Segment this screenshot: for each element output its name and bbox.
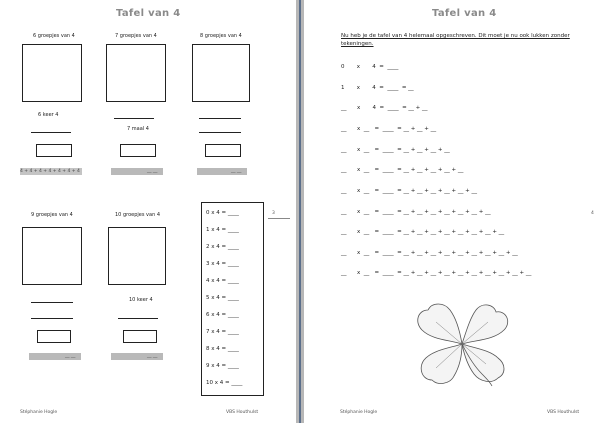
multiplication-table-box [201,202,264,396]
page-title: Tafel van 4 [432,8,497,19]
label-10-keer-4: 10 keer 4 [129,297,153,303]
exercise-row[interactable]: 0 x 4 = ____ [341,64,399,70]
drawing-box-10[interactable] [108,227,166,285]
exercise-row[interactable]: __ x __ = ____ = __ + __ + __ + __ + __ [341,167,464,173]
page-divider [296,0,304,423]
table-row[interactable]: 10 x 4 = ____ [206,380,243,386]
page-number: 3 [272,211,275,216]
answer-line[interactable] [31,132,71,133]
label-8-groepjes: 8 groepjes van 4 [200,33,242,39]
table-row[interactable]: 8 x 4 = ____ [206,346,239,352]
table-row[interactable]: 7 x 4 = ____ [206,329,239,335]
exercise-row[interactable]: __ x __ = ____ = __ + __ + __ + __ + __ + __ + __ + __ + __ [341,250,518,256]
answer-line[interactable] [199,132,241,133]
label-6-keer-4: 6 keer 4 [38,112,59,118]
exercise-row[interactable]: __ x __ = ____ = __ + __ + __ + __ + __ + __ + __ + __ [341,229,505,235]
exercise-row[interactable]: __ x __ = ____ = __ + __ + __ [341,126,437,132]
answer-rect[interactable] [37,330,71,343]
footer-author: Stéphanie Hogle [20,410,58,415]
exercise-row[interactable]: __ x 4 = ____ = __ + __ [341,105,428,111]
worksheet-page-left [0,0,296,423]
exercise-row[interactable]: __ x __ = ____ = __ + __ + __ + __ [341,147,450,153]
grey-answer-strip[interactable]: __ __ [29,353,81,360]
clover-icon [410,300,518,388]
table-row[interactable]: 3 x 4 = ____ [206,261,239,267]
table-row[interactable]: 4 x 4 = ____ [206,278,239,284]
drawing-box-7[interactable] [106,44,166,102]
drawing-box-9[interactable] [22,227,82,285]
answer-rect[interactable] [36,144,72,157]
exercise-row[interactable]: __ x __ = ____ = __ + __ + __ + __ + __ + __ + __ [341,209,491,215]
answer-rect[interactable] [123,330,157,343]
label-7-maal-4: 7 maal 4 [127,126,149,132]
answer-line[interactable] [118,318,158,319]
grey-answer-strip[interactable]: __ __ [197,168,247,175]
exercise-row[interactable]: 1 x 4 = ____ = __ [341,85,414,91]
answer-line[interactable] [31,318,73,319]
instruction-text: Nu heb je de tafel van 4 helemaal opgeschreven. Dit moet je nu ook lukken zonder tekeningen. [341,33,570,47]
label-6-groepjes: 6 groepjes van 4 [33,33,75,39]
label-7-groepjes: 7 groepjes van 4 [115,33,157,39]
footer-school: VBS Houthulst [547,410,580,415]
table-row[interactable]: 5 x 4 = ____ [206,295,239,301]
sum-strip: 4 + 4 + 4 + 4 + 4 + 4 + 4 [20,168,82,175]
worksheet-page-right [304,0,603,423]
table-row[interactable]: 1 x 4 = ____ [206,227,239,233]
page-number-rule [268,218,290,219]
table-row[interactable]: 9 x 4 = ____ [206,363,239,369]
page-number: 4 [591,211,594,216]
answer-line[interactable] [114,118,154,119]
table-row[interactable]: 2 x 4 = ____ [206,244,239,250]
answer-line[interactable] [31,302,73,303]
answer-rect[interactable] [120,144,156,157]
exercise-row[interactable]: __ x __ = ____ = __ + __ + __ + __ + __ + __ [341,188,477,194]
footer-author: Stéphanie Hogle [340,410,378,415]
table-row[interactable]: 0 x 4 = ____ [206,210,239,216]
footer-school: VBS Houthulst [226,410,259,415]
answer-rect[interactable] [205,144,241,157]
grey-answer-strip[interactable]: __ __ [111,168,163,175]
table-row[interactable]: 6 x 4 = ____ [206,312,239,318]
answer-line[interactable] [199,118,241,119]
grey-answer-strip[interactable]: __ __ [111,353,163,360]
label-10-groepjes: 10 groepjes van 4 [115,212,161,218]
drawing-box-6[interactable] [22,44,82,102]
page-title: Tafel van 4 [116,8,181,19]
label-9-groepjes: 9 groepjes van 4 [31,212,73,218]
drawing-box-8[interactable] [192,44,250,102]
exercise-row[interactable]: __ x __ = ____ = __ + __ + __ + __ + __ + __ + __ + __ + __ + __ [341,270,532,276]
